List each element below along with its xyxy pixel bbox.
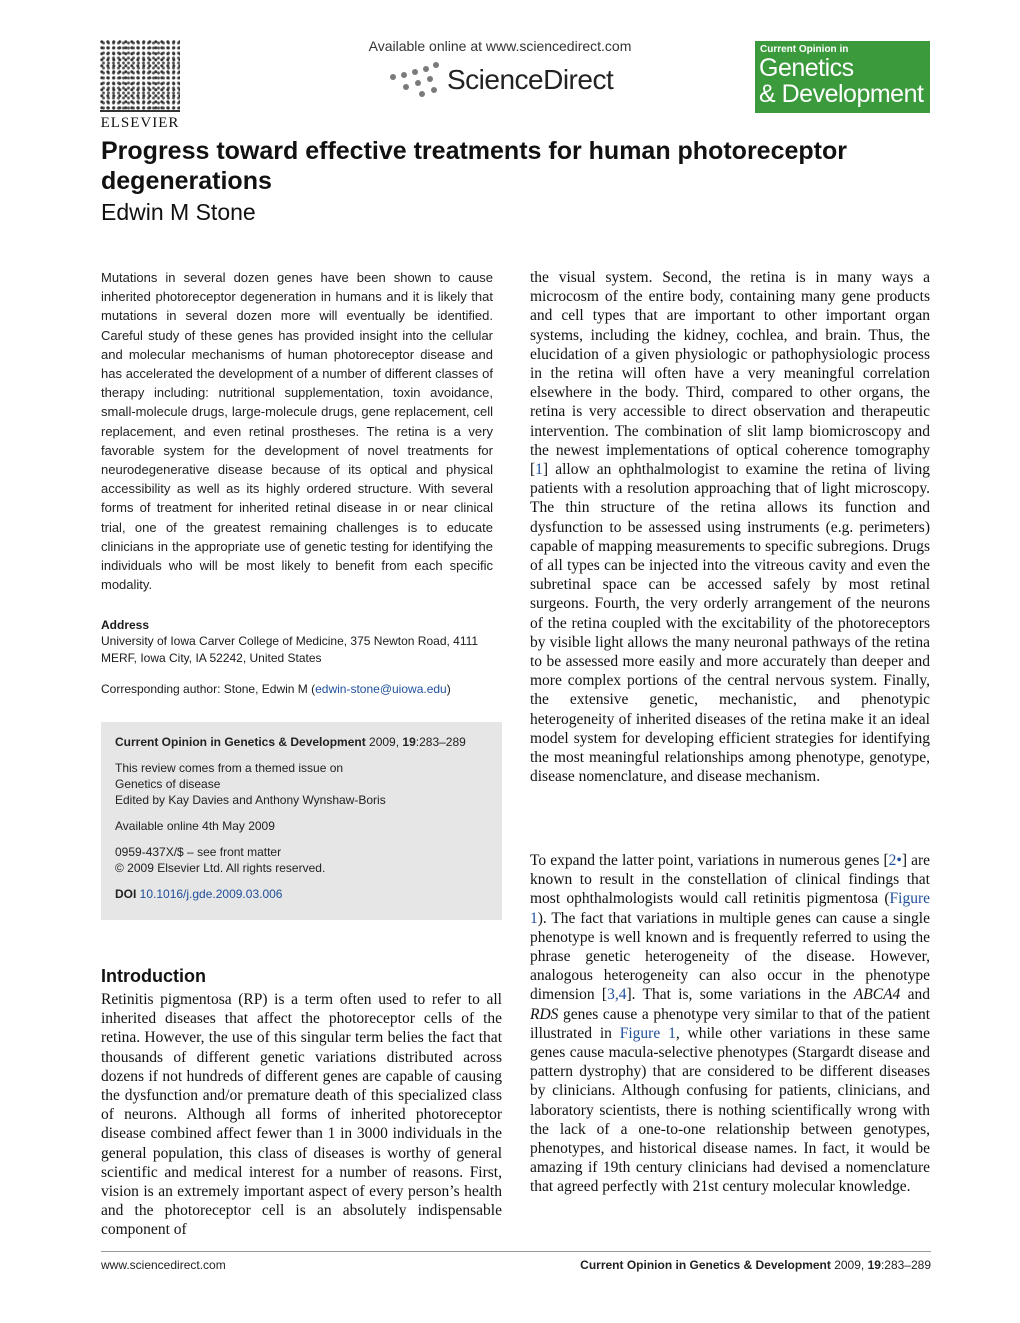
themed-issue-line1: This review comes from a themed issue on xyxy=(115,761,344,775)
address-text: University of Iowa Carver College of Medicine, 375 Newton Road, 4111 MERF, Iowa City, IA 52242, United States xyxy=(101,634,479,665)
body-p2-part-g: , while other variations in these same genes cause macula-selective phenotypes (Stargardt disease and pattern dystrophy) that are considered to be different diseases by clinicians. Although confusing for patients, clinicians, and laboratory scientists, there is nothing scientifically wrong with the lack of a one-to-one relationship between genotypes, phenotypes, and historical disease names. In fact, it would be amazing if 19th century clinicians had devised a nomenclature that agreed perfectly with 21st century molecular knowledge. xyxy=(530,1024,930,1196)
introduction-heading: Introduction xyxy=(101,966,206,986)
article-title: Progress toward effective treatments for human photoreceptor degenerations xyxy=(101,137,847,195)
body-paragraph-1 xyxy=(530,268,930,786)
elsevier-logo xyxy=(96,40,184,130)
citation-year: 2009, xyxy=(365,735,403,749)
citation-volume: 19 xyxy=(402,735,416,749)
citation-pages: :283–289 xyxy=(415,735,466,749)
body-p1-part-b: ] allow an ophthalmologist to examine the retina of living patients with a resolution approaching that of light microscopy. The thin structure of the retina allows its function and dysfunction to be assessed using instruments (e.g. perimeters) capable of mapping measurements to specific subregions. Drugs of all types can be injected into the vitreous cavity and even the subretinal space can be accessed safely by most retinal surgeons. Fourth, the very orderly arrangement of the neurons of the retina coupled with the excitability of the photoreceptors by visible light allows the many neuronal pathways of the retina to be assessed more easily and more accurately than deeper and more complex portions of the central nervous system. Finally, the extensive genetic, mechanistic, and phenotypic heterogeneity of inherited diseases of the retina make it an ideal model system for developing efficient strategies for identifying the most meaningful relationships among phenotype, genotype, disease nomenclature, and disease mechanism. xyxy=(530,461,930,786)
figure-1-link[interactable]: Figure 1 xyxy=(530,890,930,927)
corresponding-prefix: Corresponding author: Stone, Edwin M ( xyxy=(101,682,316,696)
themed-issue-line3: Edited by Kay Davies and Anthony Wynshaw-Boris xyxy=(115,793,386,807)
article-info-box xyxy=(101,722,502,920)
introduction-text: Retinitis pigmentosa (RP) is a term often used to refer to all inherited diseases that affect the photoreceptor cells of the retina. However, the use of this singular term belies the fact that thousands of different genetic variations distributed across dozens if not hundreds of different genes are capable of causing the dysfunction and/or premature death of this specialized class of neurons. Although all forms of inherited photoreceptor disease combined affect fewer than 1 in 3000 individuals in the general population, this class of diseases is worthy of general scientific and medical interest for a number of reasons. First, vision is an extremely important aspect of every person’s health and the photoreceptor cell is an absolutely indispensable component of xyxy=(101,991,502,1239)
abstract-text: Mutations in several dozen genes have been shown to cause inherited photoreceptor degeneration in humans and it is likely that mutations in several dozen more will eventually be identified. Careful study of these genes has provided insight into the cellular and molecular mechanisms of human photoreceptor disease and has accelerated the development of a number of different classes of therapy including: nutritional supplementation, toxin avoidance, small-molecule drugs, large-molecule drugs, gene replacement, cell replacement, and even retinal prostheses. The retina is a very favorable system for the development of novel treatments for neurodegenerative disease because of its optical and physical accessibility as well as its highly ordered structure. With several forms of treatment for inherited retinal disease in or near clinical trial, one of the greatest remaining challenges is to educate clinicians in the appropriate use of genetic testing for identifying the individuals who will be most likely to benefit from each specific modality. xyxy=(101,270,493,593)
reference-link-2[interactable]: 2• xyxy=(888,852,902,869)
reference-link-3-4[interactable]: 3,4 xyxy=(607,986,627,1004)
doi-link[interactable]: 10.1016/j.gde.2009.03.006 xyxy=(139,887,283,901)
body-p2-part-b: ] are known to result in the constellation of clinical findings that most ophthalmologists would call retinitis pigmentosa ( xyxy=(530,852,930,908)
footer-volume: 19 xyxy=(867,1258,881,1272)
body-paragraph-2 xyxy=(530,851,930,1197)
footer-journal: Current Opinion in Genetics & Development xyxy=(580,1258,831,1272)
issn-line: 0959-437X/$ – see front matter xyxy=(115,845,282,859)
figure-1-link-2[interactable]: Figure 1 xyxy=(619,1024,676,1042)
journal-logo xyxy=(755,41,930,113)
gene-abca4: ABCA4 xyxy=(853,986,901,1004)
themed-issue-line2: Genetics of disease xyxy=(115,777,221,791)
sciencedirect-wordmark: ScienceDirect xyxy=(447,64,614,95)
doi-line xyxy=(115,886,488,902)
doi-label: DOI xyxy=(115,887,140,901)
citation-line xyxy=(115,734,488,750)
journal-logo-line1: Current Opinion in xyxy=(760,44,849,55)
address-label: Address xyxy=(101,618,150,632)
footer-citation xyxy=(530,1258,931,1272)
body-p2-part-f: genes cause a phenotype very similar to that of the patient illustrated in xyxy=(530,1005,930,1042)
elsevier-wordmark: ELSEVIER xyxy=(100,115,180,131)
reference-link-1[interactable]: 1 xyxy=(535,461,543,479)
citation-journal: Current Opinion in Genetics & Development xyxy=(115,735,366,749)
copyright-line: © 2009 Elsevier Ltd. All rights reserved. xyxy=(115,861,326,875)
body-p2-part-a: To expand the latter point, variations in numerous genes [ xyxy=(530,852,889,869)
body-p1-part-a: the visual system. Second, the retina is in many ways a microcosm of the entire body, containing many gene products and cell types that are important to other important organ systems, including the kidney, cochlea, and brain. Thus, the elucidation of a given physiologic or pathophysiologic process in the retina will often have a very meaningful correlation elsewhere in the body. Third, compared to other organs, the retina is very accessible to direct observation and therapeutic intervention. The combination of slit lamp biomicroscopy and the newest implementations of optical coherence tomography [ xyxy=(530,269,930,479)
corresponding-author xyxy=(101,681,501,698)
footer-year: 2009, xyxy=(830,1258,868,1272)
elsevier-tree-icon xyxy=(100,40,180,112)
body-p2-part-c: ). The fact that variations in multiple genes can cause a single phenotype is well known and is frequently referred to using the phrase genetic heterogeneity of the disease. However, analogous heterogeneity can also occur in the phenotype dimension [ xyxy=(530,909,930,1004)
gene-rds: RDS xyxy=(530,1005,559,1023)
footer-website: www.sciencedirect.com xyxy=(101,1258,226,1272)
sciencedirect-logo xyxy=(385,58,635,100)
journal-logo-line2: Genetics xyxy=(759,54,854,82)
sciencedirect-dots-icon xyxy=(385,60,445,98)
article-author: Edwin M Stone xyxy=(101,199,256,225)
available-online-date: Available online 4th May 2009 xyxy=(115,819,275,833)
available-online-text: Available online at www.sciencedirect.com xyxy=(368,38,632,54)
corresponding-email-link[interactable]: edwin-stone@uiowa.edu xyxy=(315,682,447,696)
body-p2-part-e: and xyxy=(900,986,930,1004)
corresponding-suffix: ) xyxy=(446,682,451,696)
footer-pages: :283–289 xyxy=(880,1258,931,1272)
journal-logo-line3: & Development xyxy=(759,80,924,108)
footer-divider xyxy=(101,1251,931,1252)
body-p2-part-d: ]. That is, some variations in the xyxy=(626,986,854,1004)
address-block xyxy=(101,618,501,667)
